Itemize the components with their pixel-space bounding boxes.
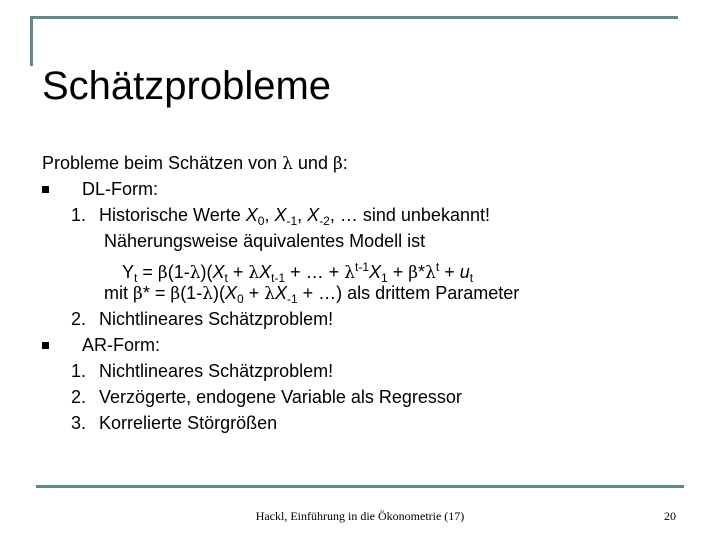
page-number: 20 — [664, 509, 676, 523]
beta-symbol: β — [332, 154, 343, 174]
list-item-ar-form — [42, 332, 682, 358]
ar-item-number: 3. — [71, 413, 87, 433]
formula-yt — [42, 254, 682, 285]
title-accent-horizontal-line — [30, 16, 678, 19]
square-bullet-icon — [42, 186, 49, 193]
footer-text: Hackl, Einführung in die Ökonometrie (17) — [255, 509, 465, 523]
list-item-dl-1 — [42, 202, 682, 228]
ar-item-text: Korrelierte Störgrößen — [99, 413, 278, 433]
dl-item2-text: Nichtlineares Schätzproblem! — [99, 309, 334, 329]
ar-form-label: AR-Form: — [82, 335, 160, 355]
yt-equation: $Y_t = \beta(1-\lambda)(X_t + \lambda X_{t-1}$ + … + $\lambda^{t-1}X_1 + \beta*\lambda^t + u_t$ — [122, 260, 474, 285]
dl-item1-text: Historische Werte — [99, 205, 246, 225]
list-item-ar-3 — [42, 410, 682, 436]
dl-form-label: DL-Form: — [82, 179, 158, 199]
footer-accent-line — [36, 485, 684, 488]
list-item-ar-1 — [42, 358, 682, 384]
mit-label: mit — [104, 283, 133, 303]
title-accent-vertical-line — [30, 16, 33, 66]
naeherung-text: Näherungsweise äquivalentes Modell ist — [104, 231, 426, 251]
list-item-ar-2 — [42, 384, 682, 410]
slide-body — [42, 150, 682, 436]
intro-text: Probleme beim Schätzen von — [42, 153, 278, 173]
intro-colon: : — [342, 153, 348, 173]
dl-item1-end: … sind unbekannt! — [334, 205, 490, 225]
parameter-suffix: ) als drittem Parameter — [336, 283, 520, 303]
formula-beta-star — [42, 280, 682, 306]
ar-item-number: 2. — [71, 387, 87, 407]
dl-item2-number: 2. — [71, 309, 87, 329]
intro-line — [42, 150, 682, 176]
beta-star-equation: $\beta* = \beta(1-\lambda)(X_0 + \lambda X_{-1}$ + … — [133, 283, 337, 306]
ar-item-text: Nichtlineares Schätzproblem! — [99, 361, 334, 381]
dl-item1-values: $X_0$, $X_{-1}$, $X_{-2}$, — [245, 205, 335, 228]
lambda-symbol: λ — [282, 154, 293, 174]
list-item-dl-form — [42, 176, 682, 202]
naeherung-line — [42, 228, 682, 254]
ar-item-number: 1. — [71, 361, 87, 381]
list-item-dl-2 — [42, 306, 682, 332]
slide-title: Schätzprobleme — [42, 64, 332, 108]
intro-and: und — [292, 153, 333, 173]
ar-item-text: Verzögerte, endogene Variable als Regressor — [99, 387, 462, 407]
square-bullet-icon — [42, 342, 49, 349]
dl-item1-number: 1. — [71, 205, 87, 225]
